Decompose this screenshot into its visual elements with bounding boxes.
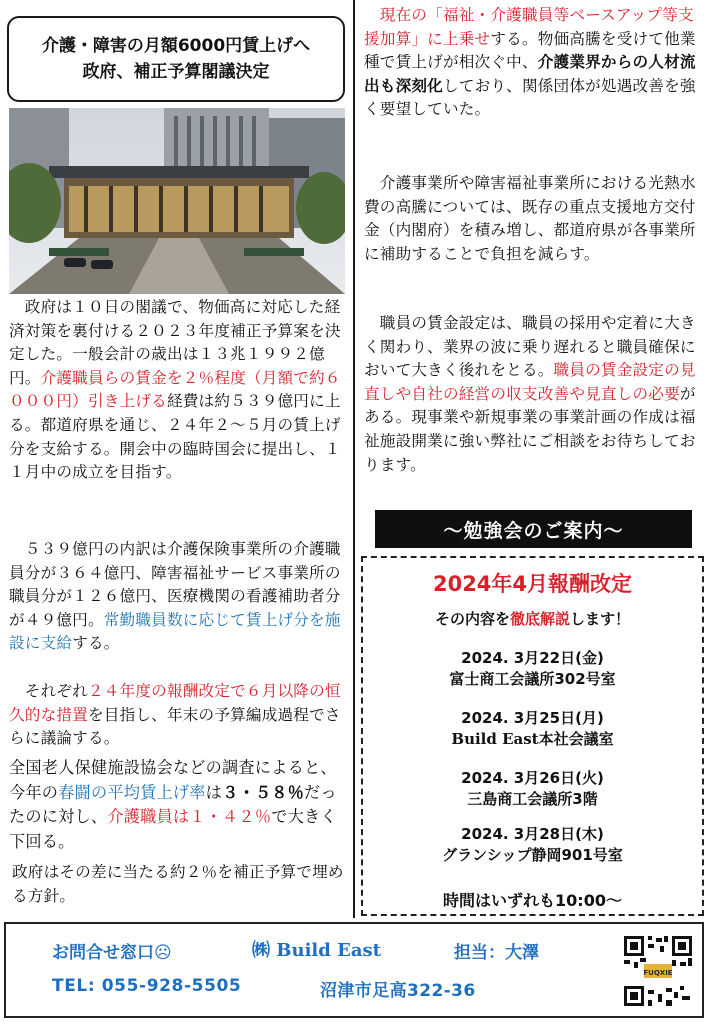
contact-footer: [4, 922, 704, 1018]
text-segment: 介護職員は１・４２％: [107, 807, 272, 826]
seminar-session: [363, 708, 702, 750]
article-paragraph-5: [12, 861, 347, 908]
headline-line-1: 介護・障害の月額6000円賃上げへ: [41, 36, 311, 56]
session-place: 三島商工会議所3階: [467, 790, 598, 808]
article-paragraph-6: [364, 4, 701, 122]
seminar-session: [363, 648, 702, 690]
company-name: ㈱ Build East: [252, 940, 381, 961]
text-segment: 春闘の平均賃上げ率: [58, 782, 206, 802]
article-paragraph-1: [9, 296, 347, 485]
text-segment: は: [205, 782, 223, 802]
session-place: Build East本社会議室: [451, 730, 614, 748]
session-date: 2024. 3月25日(月): [461, 709, 604, 727]
qr-code-icon[interactable]: [622, 934, 694, 1008]
text-segment: ５３９億円の内訳は介護保険事業所の介護職員分が３６４億円、障害福祉サービス事業所の職員分が１２６億円、医療機関の看護補助者分が４９億円。: [9, 540, 341, 629]
session-date: 2024. 3月28日(木): [461, 825, 604, 843]
text-segment: 職員の賃金設定は、職員の採用や定着に大きく関わり、業界の波に乗り遅れると職員確保において大きく後れをとる。: [364, 314, 696, 380]
seminar-session: [363, 824, 702, 866]
text-segment: 現在の「福祉・介護職員等ベースアップ等支援加算」に上乗せ: [364, 6, 694, 48]
phone-number[interactable]: TEL: 055-928-5505: [52, 976, 242, 996]
contact-person: 担当：大澤: [454, 943, 539, 963]
text-segment: 経費は約５３９億円に上る。都道府県を通じ、２４年２〜５月の賃上げ分を支給する。開会中の臨時国会に提出し、１１月中の成立を目指す。: [9, 392, 341, 482]
text-segment: ２４年度の報酬改定で６月以降の恒久的な措置: [9, 682, 341, 724]
seminar-box: [361, 556, 704, 916]
text-segment: 常勤職員数に応じて賃上げ分を施設に支給: [9, 610, 341, 653]
seminar-heading: 2024年4月報酬改定: [432, 572, 633, 596]
address: 沼津市足高322-36: [320, 981, 476, 1001]
seminar-sub-pre: その内容を: [434, 610, 510, 628]
seminar-sub-emphasis: 徹底解説: [509, 610, 570, 628]
text-segment: しており、関係団体が処遇改善を強く要望していた。: [364, 76, 696, 119]
text-segment: 全国老人保健施設協会などの調査によると、今年の: [9, 758, 337, 802]
headline-box: [7, 16, 345, 102]
column-divider: [353, 0, 355, 918]
text-segment: だったのに対し、: [9, 782, 337, 826]
seminar-subtitle: [363, 608, 702, 629]
text-segment: それぞれ: [9, 682, 88, 700]
session-place: 富士商工会議所302号室: [449, 670, 616, 688]
government-building-photo: [9, 108, 345, 294]
seminar-sub-post: します！: [570, 610, 631, 628]
text-segment: ３・５８％: [222, 782, 304, 802]
session-date: 2024. 3月22日(金): [461, 649, 604, 667]
text-segment: 介護事業所や障害福祉事業所における光熱水費の高騰については、既存の重点支援地方交付金（内閣府）を積み増し、都道府県が各事業所に補助することで負担を減らす。: [364, 174, 696, 263]
qr-label: FUQXIE: [643, 969, 673, 977]
text-segment: を目指し、年末の予算編成過程でさらに議論する。: [9, 705, 341, 748]
text-segment: 介護職員らの賃金を２％程度（月額で約６０００円）引き上げる: [9, 368, 341, 411]
article-paragraph-4: [9, 756, 347, 854]
text-segment: 職員の賃金設定の見直しや自社の経営の収支改善や見直しの必要: [364, 361, 696, 403]
seminar-session: [363, 768, 702, 810]
text-segment: で大きく下回る。: [9, 807, 337, 851]
article-paragraph-7: [364, 172, 701, 266]
session-place: グランシップ静岡901号室: [442, 846, 623, 864]
contact-window-label: お問合せ窓口☹: [52, 943, 172, 963]
session-date: 2024. 3月26日(火): [461, 769, 604, 787]
seminar-title-bar: ～勉強会のご案内～: [375, 510, 692, 548]
text-segment: がある。現事業や新規事業の事業計画の作成は福祉施設開業に強い弊社にご相談をお待ちしております。: [364, 384, 696, 474]
headline-line-2: 政府、補正予算閣議決定: [82, 62, 270, 82]
text-segment: 介護業界からの人材流出も深刻化: [364, 53, 696, 95]
text-segment: 政府はその差に当たる約２％を補正予算で埋める方針。: [12, 863, 344, 905]
article-paragraph-8: [364, 312, 701, 477]
text-segment: する。: [72, 634, 120, 653]
text-segment: 政府は１０日の閣議で、物価高に対応した経済対策を裏付ける２０２３年度補正予算案を決定した。一般会計の歳出は１３兆１９９２億円。: [9, 298, 341, 387]
article-paragraph-3: [9, 680, 347, 751]
seminar-time: 時間はいずれも10:00～: [443, 891, 622, 910]
article-paragraph-2: [9, 538, 349, 656]
text-segment: する。物価高騰を受けて他業種で賃上げが相次ぐ中、: [364, 29, 696, 72]
